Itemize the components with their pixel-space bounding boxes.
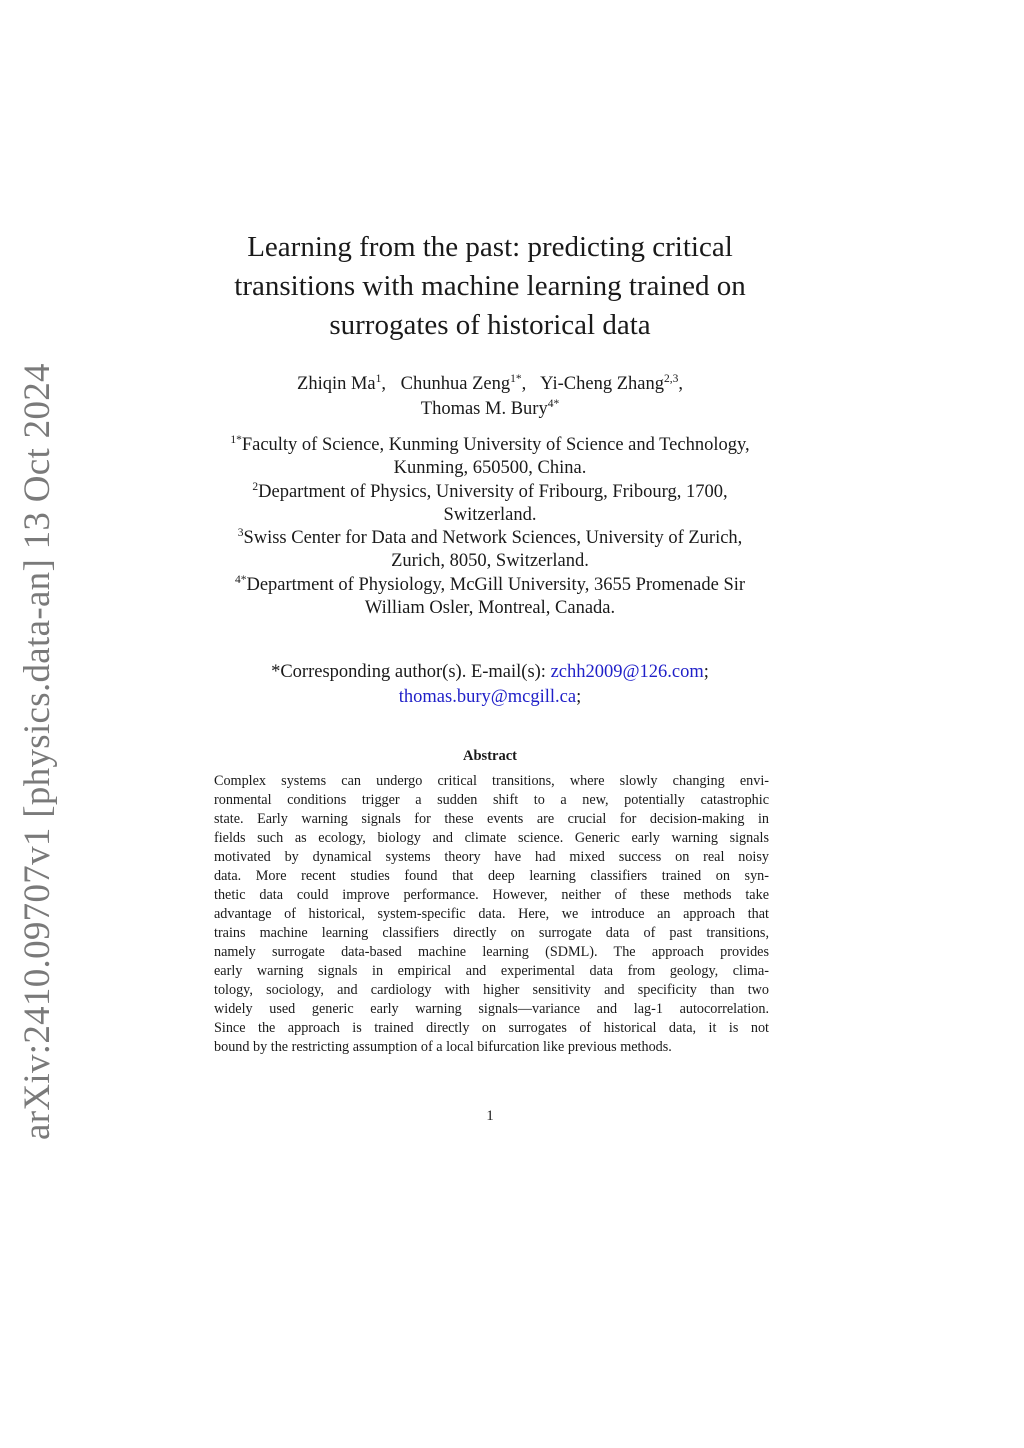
abstract-line: ronmental conditions trigger a sudden shift to a new, potentially catastrophic	[214, 792, 769, 808]
author: Zhiqin Ma$^1$,	[297, 373, 387, 394]
author-affiliation-mark: 1*	[510, 373, 522, 385]
abstract-line: thetic data could improve performance. However, neither of these methods take	[214, 887, 769, 903]
author: Yi-Cheng Zhang$^{2,3}$,	[540, 373, 683, 394]
abstract-line: advantage of historical, system-specific data. Here, we introduce an approach that	[214, 906, 769, 922]
abstract-line: fields such as ecology, biology and climate science. Generic early warning signals	[214, 830, 769, 846]
affiliation-text: Department of Physiology, McGill University, 3655 Promenade Sir	[246, 574, 746, 595]
author-name: Zhiqin Ma	[297, 374, 376, 394]
author: Chunhua Zeng$^{1*}$,	[400, 373, 527, 394]
abstract-heading: Abstract	[463, 748, 517, 764]
page-number: 1	[486, 1108, 494, 1124]
abstract-line: tology, sociology, and cardiology with higher sensitivity and specificity than two	[214, 982, 769, 998]
affiliation	[195, 434, 785, 457]
abstract-line: trains machine learning classifiers directly on surrogate data of past transitions,	[214, 925, 769, 941]
email-link[interactable]: zchh2009@126.com	[550, 662, 704, 682]
email-separator: ;	[703, 662, 709, 682]
abstract-line: data. More recent studies found that deep learning classifiers trained on syn-	[214, 868, 769, 884]
title-line: Learning from the past: predicting critical	[247, 231, 733, 263]
abstract-line: early warning signals in empirical and experimental data from geology, clima-	[214, 963, 769, 979]
affiliation	[195, 481, 785, 504]
affiliation-mark: 2	[252, 480, 259, 493]
affiliation-text: Faculty of Science, Kunming University of Science and Technology,	[241, 435, 750, 455]
affiliation-mark: 3	[237, 527, 244, 540]
corresponding-label: *Corresponding author(s). E-mail(s):	[271, 662, 551, 682]
affiliation	[195, 527, 785, 550]
abstract-line: Since the approach is trained directly on surrogates of historical data, it is not	[214, 1020, 769, 1036]
author-line	[200, 397, 780, 422]
title-line: transitions with machine learning trained on	[234, 270, 746, 302]
author-name: Chunhua Zeng	[400, 374, 511, 394]
corresponding-author	[200, 660, 780, 710]
title-line: surrogates of historical data	[329, 309, 651, 341]
affiliation-mark: 1*	[230, 434, 242, 446]
author-affiliation-mark: 1	[375, 373, 382, 385]
affiliation-continuation: Zurich, 8050, Switzerland.	[391, 551, 589, 572]
corresponding-line	[200, 660, 780, 685]
author-affiliation-mark: 4*	[547, 398, 560, 410]
affiliation-list	[195, 434, 785, 620]
corresponding-line	[200, 685, 780, 710]
abstract-body	[214, 772, 769, 1057]
author-list	[200, 372, 780, 422]
email-link[interactable]: thomas.bury@mcgill.ca	[398, 687, 577, 707]
affiliation-continuation: Switzerland.	[443, 504, 537, 525]
affiliation-text: Swiss Center for Data and Network Sciences, University of Zurich,	[243, 528, 743, 549]
affiliation-text: Department of Physics, University of Fribourg, Fribourg, 1700,	[258, 481, 728, 502]
affiliation	[195, 574, 785, 597]
abstract-line: Complex systems can undergo critical transitions, where slowly changing envi-	[214, 773, 769, 789]
affiliation-continuation: Kunming, 650500, China.	[393, 458, 587, 479]
author	[421, 399, 559, 419]
abstract-line: bound by the restricting assumption of a local bifurcation like previous methods.	[214, 1039, 672, 1055]
author-affiliation-mark: 2,3	[663, 373, 679, 385]
affiliation-continuation: William Osler, Montreal, Canada.	[364, 598, 616, 619]
affiliation-mark: 4*	[234, 573, 247, 586]
arxiv-identifier: arXiv:2410.09707v1 [physics.data-an] 13 Oct 2024	[17, 363, 58, 1140]
abstract-line: namely surrogate data-based machine learning (SDML). The approach provides	[214, 944, 769, 960]
abstract-line: motivated by dynamical systems theory have had mixed success on real noisy	[214, 849, 769, 865]
author-name: Yi-Cheng Zhang	[540, 374, 664, 394]
paper-title	[200, 228, 780, 345]
abstract-line: state. Early warning signals for these events are crucial for decision-making in	[214, 811, 769, 827]
email-separator: ;	[576, 687, 582, 707]
abstract-line: widely used generic early warning signals—variance and lag-1 autocorrelation.	[214, 1001, 769, 1017]
author-line	[200, 372, 780, 397]
author-name: Thomas M. Bury	[420, 399, 548, 419]
